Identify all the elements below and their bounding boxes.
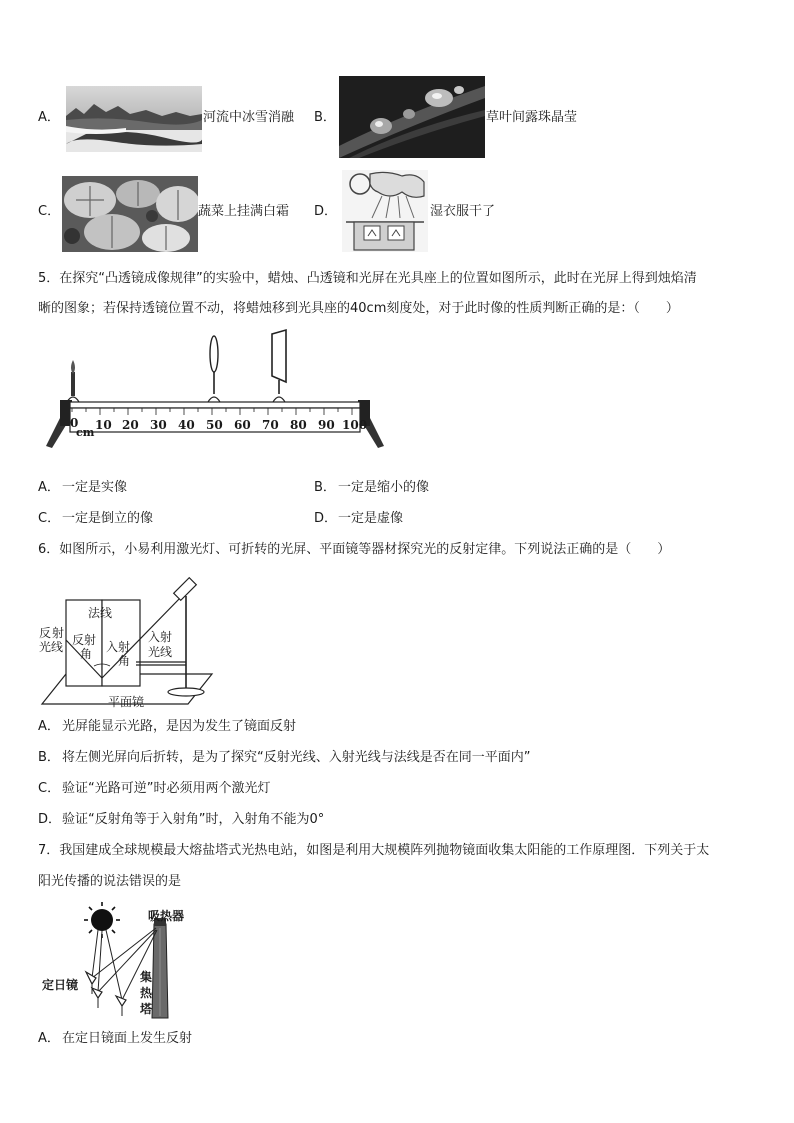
heliostat-label: 定日镜 <box>42 978 79 992</box>
option-caption: 河流中冰雪消融 <box>203 110 295 125</box>
ruler-tick-label: 10 <box>95 418 112 432</box>
option-caption: 草叶间露珠晶莹 <box>486 110 578 125</box>
incident-ray-label: 入射 <box>148 630 173 644</box>
ruler-tick-label: 20 <box>122 418 139 432</box>
ruler-tick-label: 70 <box>262 418 279 432</box>
option-text: 光屏能显示光路，是因为发生了镜面反射 <box>62 719 297 734</box>
option-text: 一定是虚像 <box>338 511 404 526</box>
frosted-vegetables-photo <box>62 176 198 252</box>
ruler-tick-label: 100 <box>342 418 368 432</box>
reflection-angle-label: 反射 <box>72 633 97 647</box>
option-text: 一定是倒立的像 <box>62 511 154 526</box>
ruler-tick-label: 30 <box>150 418 167 432</box>
question-stem-line: 晰的图象；若保持透镜位置不动，将蜡烛移到光具座的40cm刻度处，对于此时像的性质判断正确的是：（ ） <box>38 301 679 316</box>
option-letter: D． <box>314 511 338 526</box>
option-letter: B． <box>38 750 60 765</box>
option-letter: A． <box>38 719 60 734</box>
incident-ray-label: 光线 <box>148 645 173 659</box>
option-text: 一定是实像 <box>62 480 128 495</box>
ruler-unit-label: cm <box>76 426 95 439</box>
reflected-ray-label: 光线 <box>39 640 64 654</box>
option-letter: C． <box>38 204 61 219</box>
option-letter: B． <box>314 110 336 125</box>
question-stem-line: 7．我国建成全球规模最大熔盐塔式光热电站，如图是利用大规模阵列抛物镜面收集太阳能的工作原理图．下列关于太 <box>38 843 710 858</box>
reflected-ray-label: 射 <box>52 626 65 640</box>
option-text: 验证“反射角等于入射角”时，入射角不能为0° <box>62 812 325 827</box>
option-letter: B． <box>314 480 336 495</box>
ruler-tick-label: 40 <box>178 418 195 432</box>
dewdrops-grass-photo <box>339 76 485 158</box>
reflected-ray-label: 反 <box>39 626 52 640</box>
tower-label: 塔 <box>140 1002 153 1016</box>
ruler-scale <box>70 418 400 438</box>
reflection-angle-label: 角 <box>80 647 93 661</box>
option-text: 在定日镜面上发生反射 <box>62 1031 193 1046</box>
option-caption: 湿衣服干了 <box>430 204 496 219</box>
option-letter: A． <box>38 110 60 125</box>
option-letter: A． <box>38 480 60 495</box>
option-text: 一定是缩小的像 <box>338 480 430 495</box>
incidence-angle-label: 角 <box>118 654 131 668</box>
melting-ice-river-photo <box>66 86 202 152</box>
normal-label: 法线 <box>88 606 113 620</box>
tower-label: 集 <box>140 970 153 984</box>
incidence-angle-label: 入 <box>106 640 119 654</box>
ruler-tick-label: 80 <box>290 418 307 432</box>
absorber-label: 吸热器 <box>148 909 185 923</box>
option-text: 将左侧光屏向后折转，是为了探究“反射光线、入射光线与法线是否在同一平面内” <box>62 750 531 765</box>
question-stem-line: 6．如图所示，小易利用激光灯、可折转的光屏、平面镜等器材探究光的反射定律。下列说法正确的是（ ） <box>38 542 671 557</box>
ruler-tick-label: 60 <box>234 418 251 432</box>
option-letter: A． <box>38 1031 60 1046</box>
ruler-tick-label: 0 <box>70 416 79 430</box>
incidence-angle-label: 射 <box>118 640 131 654</box>
ruler-tick-label: 90 <box>318 418 335 432</box>
ruler-tick-label: 50 <box>206 418 223 432</box>
option-letter: C． <box>38 781 61 796</box>
plane-mirror-label: 平面镜 <box>108 695 145 709</box>
option-letter: D． <box>38 812 62 827</box>
drying-clothes-illustration <box>342 170 428 252</box>
option-letter: D． <box>314 204 338 219</box>
tower-label: 热 <box>140 986 153 1000</box>
question-stem-line: 阳光传播的说法错误的是 <box>38 874 182 889</box>
question-stem-line: 5．在探究“凸透镜成像规律”的实验中，蜡烛、凸透镜和光屏在光具座上的位置如图所示，此时在光屏上得到烛焰清 <box>38 271 697 286</box>
option-text: 验证“光路可逆”时必须用两个激光灯 <box>62 781 271 796</box>
option-letter: C． <box>38 511 61 526</box>
option-caption: 蔬菜上挂满白霜 <box>198 204 290 219</box>
